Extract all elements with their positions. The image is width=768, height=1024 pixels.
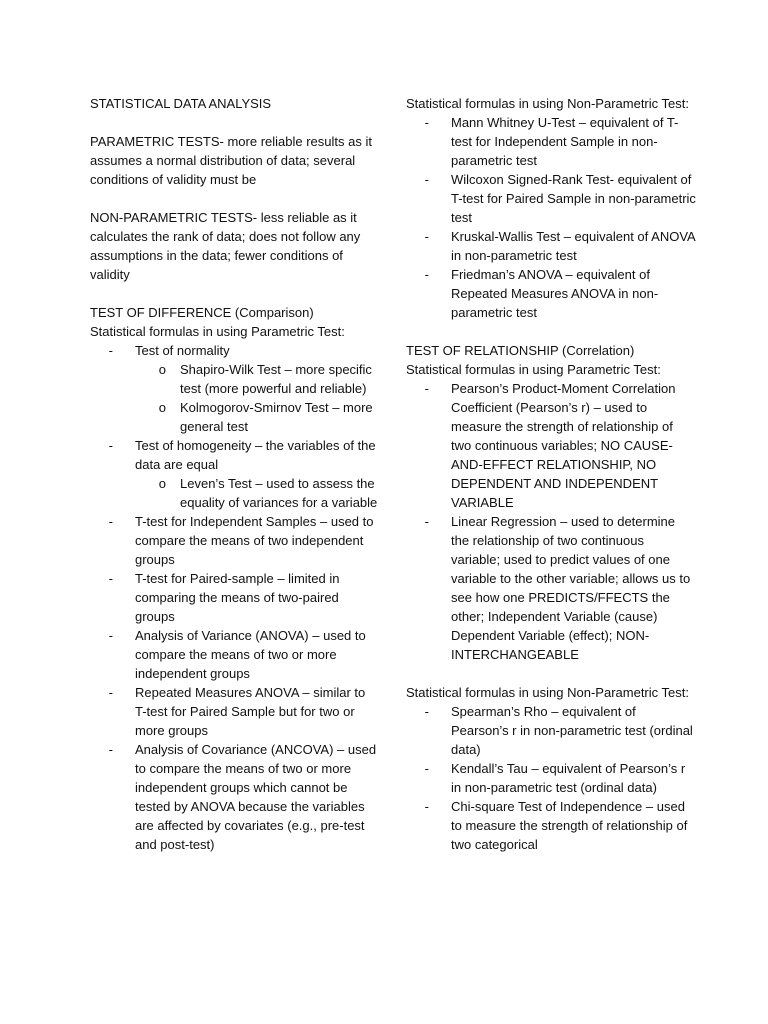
test-of-difference-heading: TEST OF DIFFERENCE (Comparison) <box>90 305 314 320</box>
list-item <box>406 702 696 759</box>
item-repeated-measures-anova: Repeated Measures ANOVA – similar to T-test for Paired Sample but for two or more groups <box>135 685 366 738</box>
dash-bullet: - <box>424 381 429 396</box>
dash-bullet: - <box>108 685 113 700</box>
list-item <box>90 474 380 512</box>
item-linear-regression: Linear Regression – used to determine the relationship of two continuous variable; used to predict values of one variable to the other variable; allows us to see how one PREDICTS/FFECTS the other; Independent Variable (cause) Dependent Variable (effect); NON-INTERCHANGEABLE <box>451 514 691 662</box>
dash-bullet: - <box>108 571 113 586</box>
list-item <box>406 113 696 170</box>
item-mann-whitney: Mann Whitney U-Test – equivalent of T-test for Independent Sample in non-parametric test <box>451 115 679 168</box>
item-kendall-tau: Kendall’s Tau – equivalent of Pearson’s r in non-parametric test (ordinal data) <box>451 761 686 795</box>
list-item <box>90 360 380 398</box>
circle-bullet: o <box>158 476 166 491</box>
item-spearman-rho: Spearman’s Rho – equivalent of Pearson’s r in non-parametric test (ordinal data) <box>451 704 693 757</box>
nonparametric-relationship-list <box>406 702 696 854</box>
item-kolmogorov-smirnov: Kolmogorov-Smirnov Test – more general test <box>180 400 373 434</box>
item-chi-square: Chi-square Test of Independence – used to measure the strength of relationship of two categorical <box>451 799 688 852</box>
item-anova: Analysis of Variance (ANOVA) – used to compare the means of two or more independent groups <box>135 628 366 681</box>
left-column <box>90 94 380 854</box>
parametric-tests-definition: PARAMETRIC TESTS- more reliable results as it assumes a normal distribution of data; several conditions of validity must be <box>90 134 372 187</box>
dash-bullet: - <box>424 267 429 282</box>
right-column <box>406 94 696 854</box>
item-shapiro-wilk: Shapiro-Wilk Test – more specific test (more powerful and reliable) <box>180 362 372 396</box>
item-ancova: Analysis of Covariance (ANCOVA) – used to compare the means of two or more independent groups which cannot be tested by ANOVA because the variables are affected by covariates (e.g., pre-test and post-test) <box>135 742 377 852</box>
item-levene: Leven’s Test – used to assess the equality of variances for a variable <box>180 476 378 510</box>
dash-bullet: - <box>424 115 429 130</box>
dash-bullet: - <box>424 761 429 776</box>
list-item <box>90 341 380 360</box>
list-item <box>90 569 380 626</box>
dash-bullet: - <box>424 704 429 719</box>
dash-bullet: - <box>424 799 429 814</box>
dash-bullet: - <box>424 172 429 187</box>
list-item <box>406 170 696 227</box>
list-item <box>90 683 380 740</box>
list-item <box>90 740 380 854</box>
dash-bullet: - <box>108 438 113 453</box>
item-kruskal-wallis: Kruskal-Wallis Test – equivalent of ANOVA in non-parametric test <box>451 229 695 263</box>
list-item <box>90 512 380 569</box>
dash-bullet: - <box>108 628 113 643</box>
item-ttest-paired: T-test for Paired-sample – limited in comparing the means of two-paired groups <box>135 571 340 624</box>
dash-bullet: - <box>108 343 113 358</box>
list-item <box>90 398 380 436</box>
item-friedman-anova: Friedman’s ANOVA – equivalent of Repeated Measures ANOVA in non-parametric test <box>451 267 659 320</box>
parametric-relationship-subheading: Statistical formulas in using Parametric Test: <box>406 362 661 377</box>
test-of-relationship-heading: TEST OF RELATIONSHIP (Correlation) <box>406 343 635 358</box>
circle-bullet: o <box>158 362 166 377</box>
item-ttest-independent: T-test for Independent Samples – used to compare the means of two independent groups <box>135 514 374 567</box>
dash-bullet: - <box>424 514 429 529</box>
document-title: STATISTICAL DATA ANALYSIS <box>90 96 272 111</box>
list-item <box>406 227 696 265</box>
item-wilcoxon: Wilcoxon Signed-Rank Test- equivalent of T-test for Paired Sample in non-parametric test <box>451 172 696 225</box>
list-item <box>406 379 696 512</box>
dash-bullet: - <box>108 514 113 529</box>
parametric-difference-list <box>90 341 380 854</box>
parametric-relationship-list <box>406 379 696 664</box>
item-pearson: Pearson’s Product-Moment Correlation Coefficient (Pearson’s r) – used to measure the strength of relationship of two continuous variables; NO CAUSE-AND-EFFECT RELATIONSHIP, NO DEPENDENT AND INDEPENDENT VARIABLE <box>451 381 676 510</box>
nonparametric-relationship-subheading: Statistical formulas in using Non-Parametric Test: <box>406 685 689 700</box>
circle-bullet: o <box>158 400 166 415</box>
item-normality: Test of normality <box>135 343 230 358</box>
dash-bullet: - <box>108 742 113 757</box>
list-item <box>406 512 696 664</box>
list-item <box>90 436 380 474</box>
list-item <box>406 265 696 322</box>
nonparametric-difference-subheading: Statistical formulas in using Non-Parametric Test: <box>406 96 689 111</box>
nonparametric-tests-definition: NON-PARAMETRIC TESTS- less reliable as it calculates the rank of data; does not follow any assumptions in the data; fewer conditions of validity <box>90 210 361 282</box>
item-homogeneity: Test of homogeneity – the variables of the data are equal <box>135 438 376 472</box>
list-item <box>406 759 696 797</box>
list-item <box>406 797 696 854</box>
dash-bullet: - <box>424 229 429 244</box>
parametric-formulas-subheading: Statistical formulas in using Parametric Test: <box>90 324 345 339</box>
list-item <box>90 626 380 683</box>
nonparametric-difference-list <box>406 113 696 322</box>
